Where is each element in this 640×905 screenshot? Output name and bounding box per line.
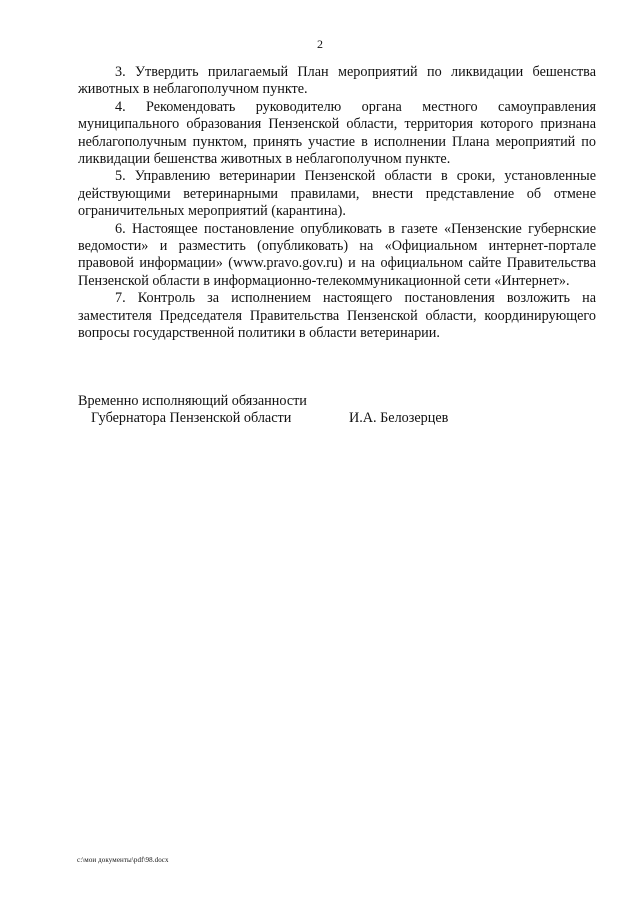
page-number: 2 xyxy=(317,37,323,51)
paragraph-4: 4. Рекомендовать руководителю органа местного самоуправления муниципального образования Пензенской области, территория которого признана неблагополучным пунктом, принять участие в исполнении Плана мероприятий по ликвидации бешенства животных в неблагополучном пункте. xyxy=(78,98,596,168)
paragraph-7: 7. Контроль за исполнением настоящего постановления возложить на заместителя Председателя Правительства Пензенской области, координирующего вопросы государственной политики в области ветеринарии. xyxy=(78,290,596,342)
signature-block xyxy=(78,393,598,428)
paragraph-5: 5. Управлению ветеринарии Пензенской области в сроки, установленные действующими ветеринарными правилами, внести представление об отмене ограничительных мероприятий (карантина). xyxy=(78,168,596,220)
footer-file-path: c:\мои документы\pdf\98.docx xyxy=(77,856,169,864)
signature-title-line2: Губернатора Пензенской области xyxy=(91,410,292,427)
paragraph-6: 6. Настоящее постановление опубликовать в газете «Пензенские губернские ведомости» и разместить (опубликовать) на «Официальном интернет-портале правовой информации» (www.pravo.gov.ru) и на официальном сайте Правительства Пензенской области в информационно-телекоммуникационной сети «Интернет». xyxy=(78,220,596,289)
paragraph-3: 3. Утвердить прилагаемый План мероприятий по ликвидации бешенства животных в неблагополучном пункте. xyxy=(78,64,596,98)
document-body xyxy=(78,64,596,343)
signature-title-line1: Временно исполняющий обязанности xyxy=(78,393,307,409)
signatory-name: И.А. Белозерцев xyxy=(349,410,449,427)
signature-row xyxy=(78,410,598,427)
